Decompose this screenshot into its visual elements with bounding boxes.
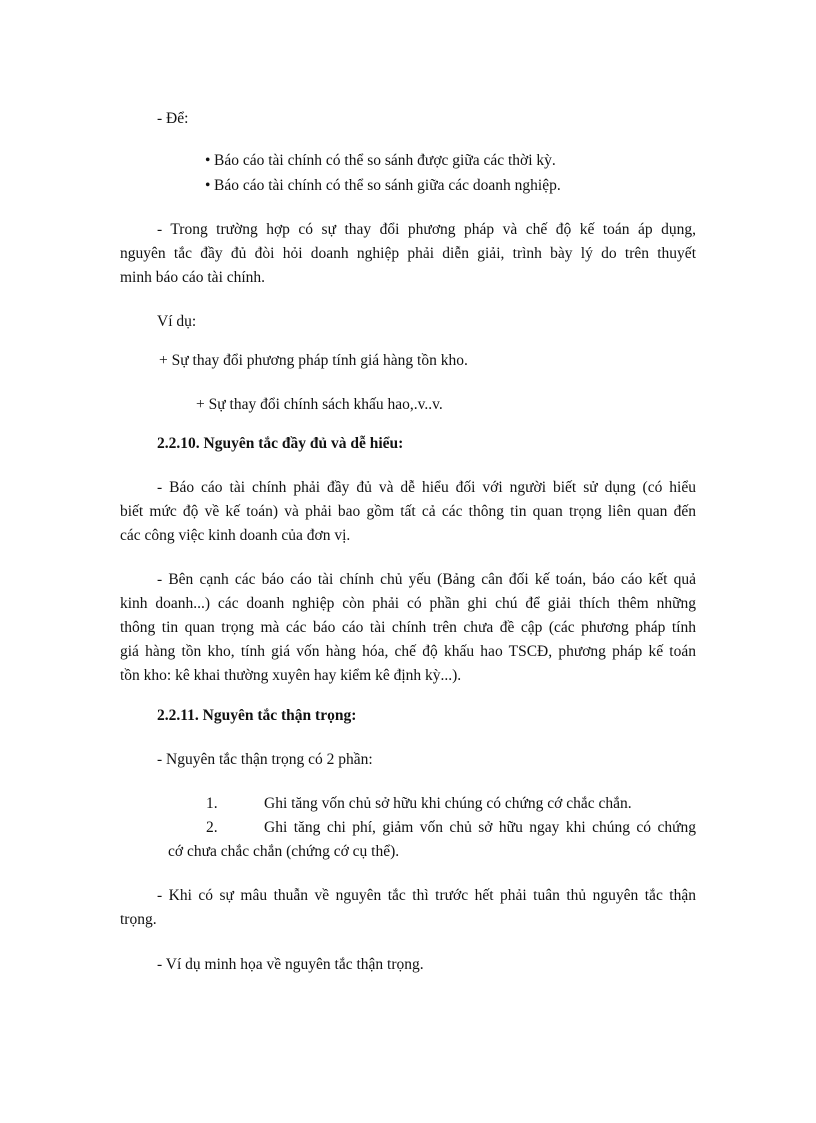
- list-number: 2.: [206, 819, 218, 836]
- para-beside-line-2: kinh doanh...) các doanh nghiệp còn phải có phần ghi chú để giải thích thêm những: [120, 595, 696, 612]
- para-full-line-1: - Báo cáo tài chính phải đầy đủ và dễ hiểu đối với người biết sử dụng (có hiểu: [157, 479, 696, 496]
- bullet-icon: •: [205, 177, 211, 194]
- example-item-2: + Sự thay đổi chính sách khấu hao,.v..v.: [196, 396, 443, 413]
- para-example-prudence: - Ví dụ minh họa về nguyên tắc thận trọng.: [157, 956, 424, 973]
- para-full-line-2: biết mức độ về kế toán) và phải bao gồm tất cả các thông tin quan trọng liên quan đến: [120, 503, 696, 520]
- list-number: 1.: [206, 795, 218, 812]
- numbered-item-2-line-2: cớ chưa chắc chắn (chứng cớ cụ thể).: [168, 843, 400, 860]
- para-beside-line-3: thông tin quan trọng mà các báo cáo tài chính trên chưa đề cập (các phương pháp tính: [120, 619, 696, 636]
- para-two-parts: - Nguyên tắc thận trọng có 2 phần:: [157, 751, 373, 768]
- para-beside-line-1: - Bên cạnh các báo cáo tài chính chủ yếu (Bảng cân đối kế toán, báo cáo kết quả: [157, 571, 696, 588]
- para-de: - Để:: [157, 110, 189, 127]
- para-change-line-3: minh báo cáo tài chính.: [120, 269, 266, 286]
- heading-2-2-11: 2.2.11. Nguyên tắc thận trọng:: [157, 707, 357, 724]
- heading-2-2-10: 2.2.10. Nguyên tắc đầy đủ và dễ hiểu:: [157, 435, 404, 452]
- example-label: Ví dụ:: [157, 313, 197, 330]
- para-beside-line-4: giá hàng tồn kho, tính giá vốn hàng hóa, chế độ khấu hao TSCĐ, phương pháp kế toán: [120, 643, 696, 660]
- bullet-icon: •: [205, 152, 211, 169]
- example-item-1: + Sự thay đổi phương pháp tính giá hàng tồn kho.: [159, 352, 468, 369]
- para-conflict-line-1: - Khi có sự mâu thuẫn về nguyên tắc thì trước hết phải tuân thủ nguyên tắc thận: [157, 887, 696, 904]
- bullet-item-2: • Báo cáo tài chính có thể so sánh giữa các doanh nghiệp.: [205, 177, 561, 194]
- numbered-item-1: 1. Ghi tăng vốn chủ sở hữu khi chúng có chứng cớ chắc chắn.: [206, 795, 632, 812]
- para-conflict-line-2: trọng.: [120, 911, 157, 928]
- para-change-line-1: - Trong trường hợp có sự thay đổi phương pháp và chế độ kế toán áp dụng,: [157, 221, 696, 238]
- para-beside-line-5: tồn kho: kê khai thường xuyên hay kiểm kê định kỳ...).: [120, 667, 462, 684]
- para-full-line-3: các công việc kinh doanh của đơn vị.: [120, 527, 351, 544]
- numbered-item-2-line-1: Ghi tăng chi phí, giảm vốn chủ sở hữu ngay khi chúng có chứng: [264, 819, 696, 836]
- bullet-item-1: • Báo cáo tài chính có thể so sánh được giữa các thời kỳ.: [205, 152, 556, 169]
- para-change-line-2: nguyên tắc đầy đủ đòi hỏi doanh nghiệp phải diễn giải, trình bày lý do trên thuyết: [120, 245, 696, 262]
